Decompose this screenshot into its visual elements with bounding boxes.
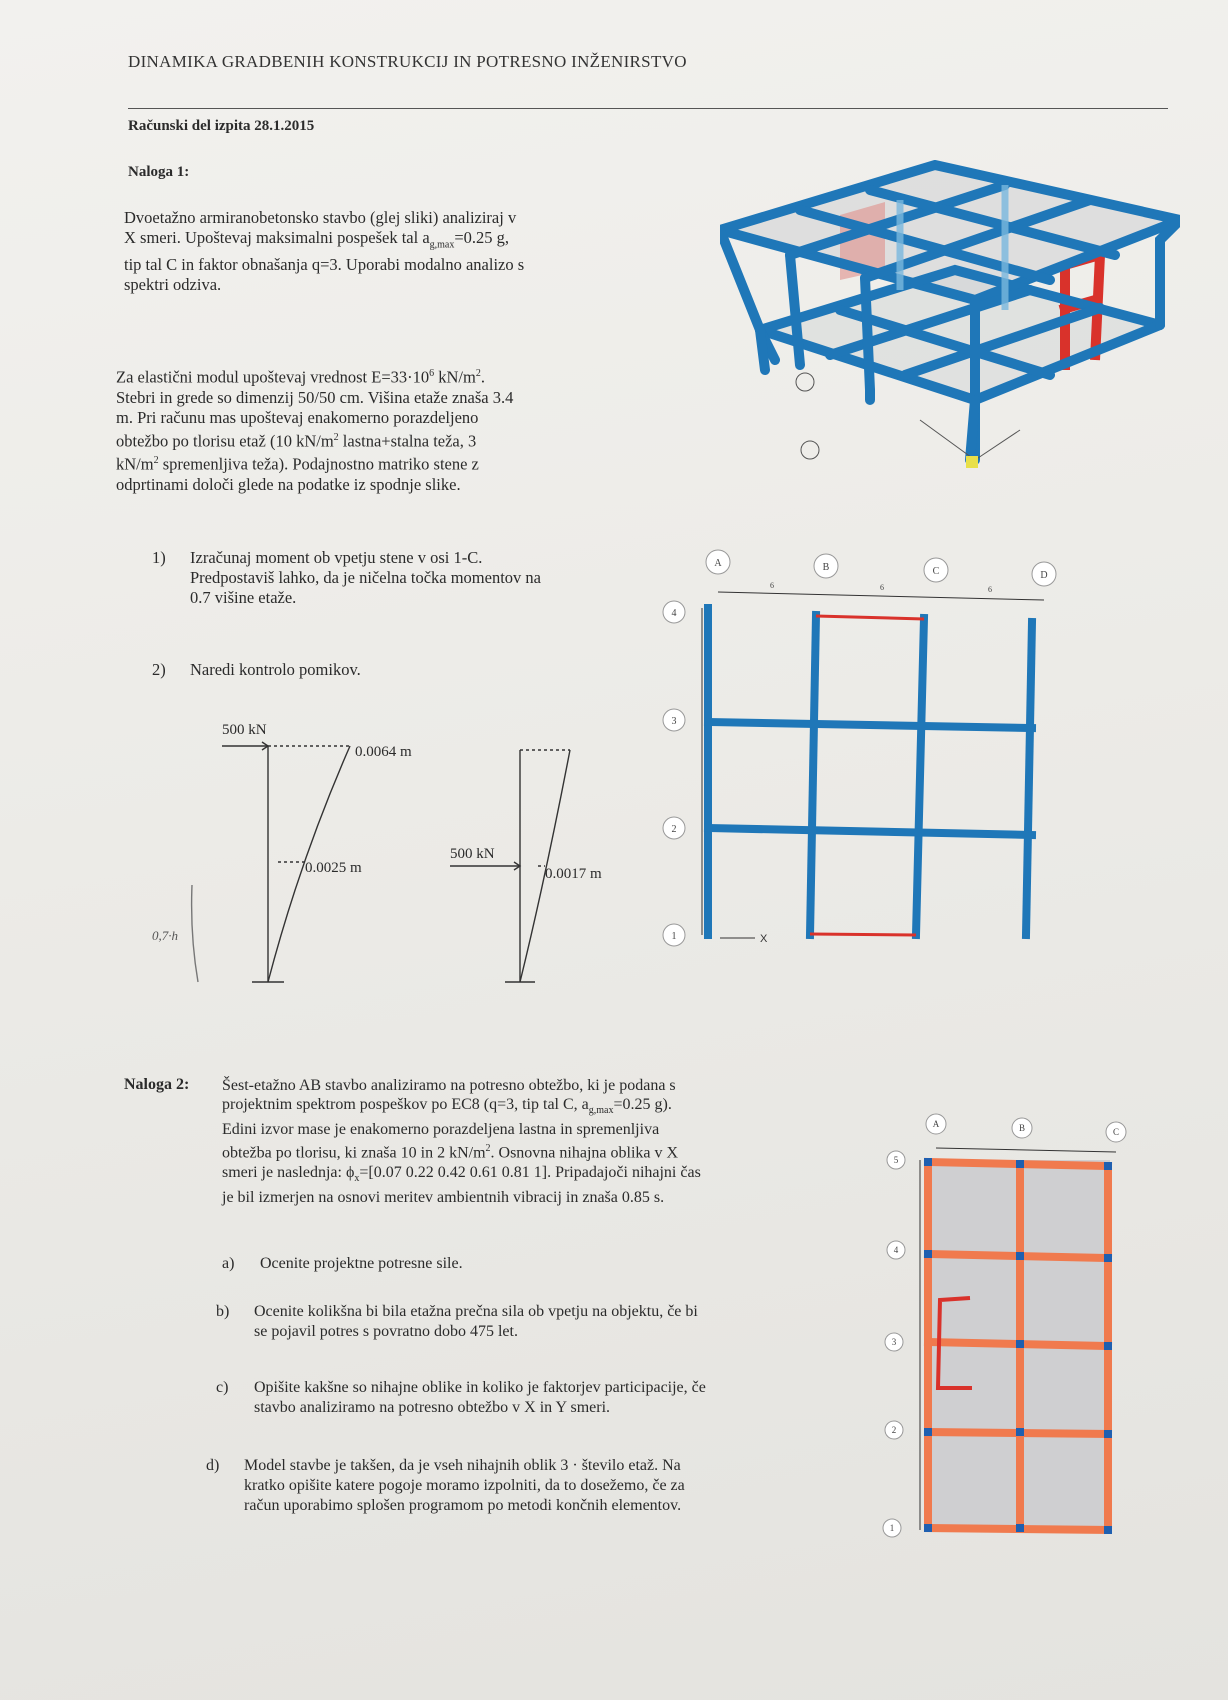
axis2-label-3: 3 (891, 1337, 897, 1347)
force-label-second: 500 kN (450, 846, 495, 862)
axis2-label-C: C (1112, 1127, 1120, 1137)
force-label-top: 500 kN (222, 722, 267, 738)
displacement-top-label: 0.0064 m (355, 744, 412, 760)
axis2-label-2: 2 (891, 1425, 897, 1435)
axis-label-C: C (932, 566, 940, 577)
axis-label-4: 4 (671, 608, 677, 619)
task2-heading: Naloga 2: (124, 1076, 190, 1093)
axis2-label-5: 5 (893, 1155, 899, 1165)
task1-question-2: 2) Naredi kontrolo pomikov. (152, 660, 361, 679)
floor-plan-task2 (880, 1110, 1180, 1550)
task1-paragraph-2: Za elastični modul upoštevaj vrednost $E=33\cdot 10^6$ $kN/m^2$. Stebri in grede so dimenzij 50/50 cm. Višina etaže znaša 3.4 m. Pri računu mas upoštevaj enakomerno porazdeljeno obtežbo po tlorisu etaž (10 $kN/m^2$ lastna+stalna teža, 3 $kN/m^2$ spremenljiva teža). Podajnostno matriko stene z odprtinami določi glede na podatke iz spodnje slike. (116, 367, 514, 494)
header-divider (128, 108, 1168, 109)
axis2-label-4: 4 (893, 1245, 899, 1255)
axis-label-1: 1 (671, 931, 677, 942)
task2-question-c: c) Opišite kakšne so nihajne oblike in koliko je faktorjev participacije, če stavbo analiziramo na potresno obtežbo v X in Y smeri. (216, 1379, 706, 1416)
axis2-label-A: A (932, 1119, 940, 1129)
axis-label-3: 3 (671, 716, 677, 727)
document-title: DINAMIKA GRADBENIH KONSTRUKCIJ IN POTRESNO INŽENIRSTVO (128, 52, 687, 71)
wall-deflection-sketch (150, 720, 620, 1000)
task1-heading: Naloga 1: (128, 164, 190, 180)
task2-paragraph: Šest-etažno AB stavbo analiziramo na potresno obtežbo, ki je podana s projektnim spektrom pospeškov po EC8 (q=3, tip tal C, $a_{g,max}=0.25$ g). Edini izvor mase je enakomerno porazdeljena lastna in spremenljiva obtežba po tlorisu, ki znaša 10 in 2 $kN/m^2$. Osnovna nihajna oblika v X smeri je naslednja: $\phi_x=[0.07$ 0.22 0.42 0.61 0.81 1]. Pripadajoči nihajni čas je bil izmerjen na osnovi meritev ambientnih vibracij in znaša 0.85 s. (222, 1077, 701, 1206)
span-dim-2: 6 (880, 583, 884, 592)
axis-label-2: 2 (671, 824, 677, 835)
displacement-mid-label: 0.0025 m (305, 860, 362, 876)
axis-label-A: A (714, 558, 722, 569)
exam-subtitle: Računski del izpita 28.1.2015 (128, 118, 315, 134)
task2-question-b: b) Ocenite kolikšna bi bila etažna prečna sila ob vpetju na objektu, če bi se pojavil potres s povratno dobo 475 let. (216, 1303, 698, 1340)
span-dim-3: 6 (988, 585, 992, 594)
handwritten-height-note: 0,7·h (152, 928, 178, 943)
displacement-second-label: 0.0017 m (545, 866, 602, 882)
task1-paragraph-1: Dvoetažno armiranobetonsko stavbo (glej sliki) analiziraj v X smeri. Upoštevaj maksimalni pospešek tal $a_{g,max}=0.25$ g, tip tal C in faktor obnašanja q=3. Uporabi modalno analizo s spektri odziva. (124, 208, 525, 295)
x-axis-label: X (760, 933, 768, 945)
task2-question-d: d) Model stavbe je takšen, da je vseh nihajnih oblik 3 · število etaž. Na kratko opišite katere pogoje moramo izpolniti, da to dosežemo, če za račun uporabimo splošen programom po metodi končnih elementov. (206, 1457, 685, 1514)
building-3d-model-figure (720, 160, 1180, 530)
task2-question-a: a) Ocenite projektne potresne sile. (222, 1255, 463, 1272)
axis-label-D: D (1040, 570, 1048, 581)
axis-label-B: B (822, 562, 830, 573)
task1-question-1: 1) Izračunaj moment ob vpetju stene v osi 1-C. Predpostaviš lahko, da je ničelna točka momentov na 0.7 višine etaže. (152, 548, 541, 607)
axis2-label-B: B (1018, 1123, 1026, 1133)
floor-plan-task1 (660, 540, 1120, 960)
span-dim-1: 6 (770, 581, 774, 590)
axis2-label-1: 1 (889, 1523, 895, 1533)
